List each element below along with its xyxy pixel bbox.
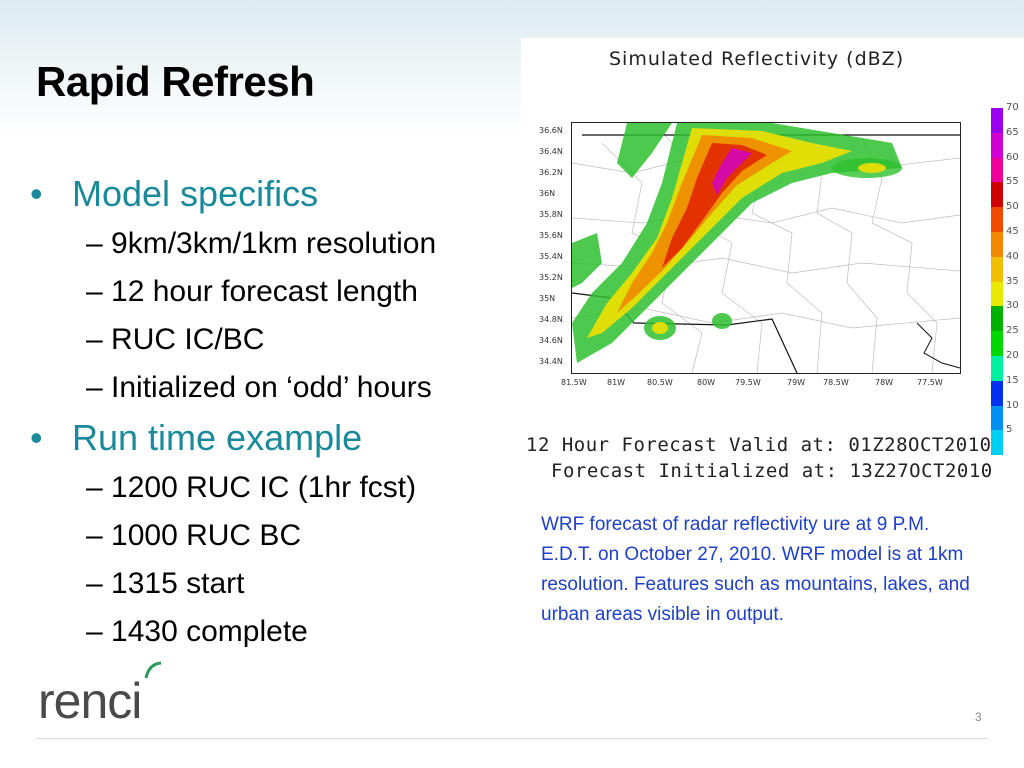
color-scale-segment [991,108,1003,133]
sub-bullet-text: 9km/3km/1km resolution [111,227,437,260]
color-scale-label: 15 [1006,374,1019,386]
latitude-label: 35.4N [539,252,563,261]
color-scale-label: 60 [1006,151,1019,163]
sub-bullet-text: 1000 RUC BC [111,519,302,552]
sub-bullet-marker: – [86,227,103,260]
latitude-label: 35.8N [539,210,563,219]
longitude-label: 79W [787,378,806,387]
latitude-label: 36.2N [539,168,563,177]
footer-divider [36,738,988,739]
bullet-marker: • [30,417,43,458]
longitude-label: 80.5W [647,378,673,387]
bullet-marker: • [30,173,43,214]
longitude-label: 81W [607,378,626,387]
figure-caption: WRF forecast of radar reflectivity ure at 9 P.M. E.D.T. on October 27, 2010. WRF model is at 1km resolution. Features such as mountains, lakes, and urban areas visible in output. [541,514,970,625]
sub-bullet-text: RUC IC/BC [111,323,265,356]
longitude-label: 81.5W [561,378,587,387]
color-scale-label: 50 [1006,201,1019,213]
color-scale-segment [991,331,1003,356]
latitude-label: 35.6N [539,231,563,240]
slide-title: Rapid Refresh [36,58,315,105]
sub-bullet-item [30,268,530,316]
forecast-initialized-text: Forecast Initialized at: 13Z27OCT2010 [551,460,993,482]
latitude-label: 34.4N [539,357,563,366]
color-scale-segment [991,356,1003,381]
reflectivity-figure [521,38,1024,490]
sub-bullet-item [30,464,530,512]
color-scale-label: 10 [1006,399,1019,411]
color-scale-segment [991,282,1003,307]
latitude-label: 36N [539,189,556,198]
forecast-valid-text: 12 Hour Forecast Valid at: 01Z28OCT2010 [526,434,992,456]
color-scale-label: 20 [1006,350,1019,361]
latitude-label: 35N [539,294,556,303]
sub-bullet-text: 1200 RUC IC (1hr fcst) [111,471,417,504]
sub-bullet-marker: – [86,567,103,600]
longitude-label: 78W [875,378,894,387]
reflectivity-map [571,122,961,374]
bullet-text: Run time example [72,417,363,458]
color-scale-label: 35 [1006,275,1019,287]
color-scale-segment [991,306,1003,331]
latitude-label: 36.6N [539,126,563,135]
sub-bullet-item [30,560,530,608]
color-scale-label: 45 [1006,226,1019,237]
color-scale-label: 25 [1006,325,1019,337]
sub-bullet-marker: – [86,471,103,504]
sub-bullet-item [30,608,530,656]
sub-bullet-item [30,364,530,412]
color-scale-segment [991,430,1003,455]
sub-bullet-item [30,512,530,560]
renci-logo: renci [38,673,142,729]
sub-bullet-marker: – [86,323,103,356]
longitude-label: 77.5W [917,378,943,387]
color-scale-segment [991,207,1003,232]
sub-bullet-marker: – [86,371,103,404]
latitude-label: 34.8N [539,315,563,324]
latitude-label: 36.4N [539,147,563,156]
color-scale-segment [991,257,1003,282]
sub-bullet-marker: – [86,615,103,648]
latitude-label: 35.2N [539,273,563,282]
color-scale-segment [991,158,1003,183]
color-scale-segment [991,133,1003,158]
color-scale-segment [991,406,1003,431]
color-scale-label: 40 [1006,250,1019,262]
sub-bullet-item [30,220,530,268]
figure-title: Simulated Reflectivity (dBZ) [609,48,905,70]
sub-bullet-marker: – [86,519,103,552]
color-scale-label: 30 [1006,300,1019,312]
color-scale-label: 5 [1006,424,1013,436]
longitude-label: 78.5W [823,378,849,387]
sub-bullet-item [30,316,530,364]
sub-bullet-marker: – [86,275,103,308]
latitude-label: 34.6N [539,336,563,345]
sub-bullet-text: Initialized on ‘odd’ hours [111,371,432,404]
color-scale-label: 70 [1006,102,1019,113]
longitude-label: 80W [697,378,716,387]
map-graphic [572,123,960,373]
page-number: 3 [975,710,982,724]
sub-bullet-text: 1315 start [111,567,245,600]
sub-bullet-text: 1430 complete [111,615,308,648]
color-scale-segment [991,381,1003,406]
color-scale-segment [991,232,1003,257]
logo-arc-icon [143,660,163,680]
sub-bullet-text: 12 hour forecast length [111,275,418,308]
color-scale-label: 65 [1006,126,1019,138]
color-scale-segment [991,182,1003,207]
bullet-text: Model specifics [72,173,319,214]
color-scale-label: 55 [1006,176,1019,188]
bullet-item [30,168,530,220]
bullet-item [30,412,530,464]
color-scale [991,108,1003,430]
bullet-list [30,168,530,656]
longitude-label: 79.5W [735,378,761,387]
